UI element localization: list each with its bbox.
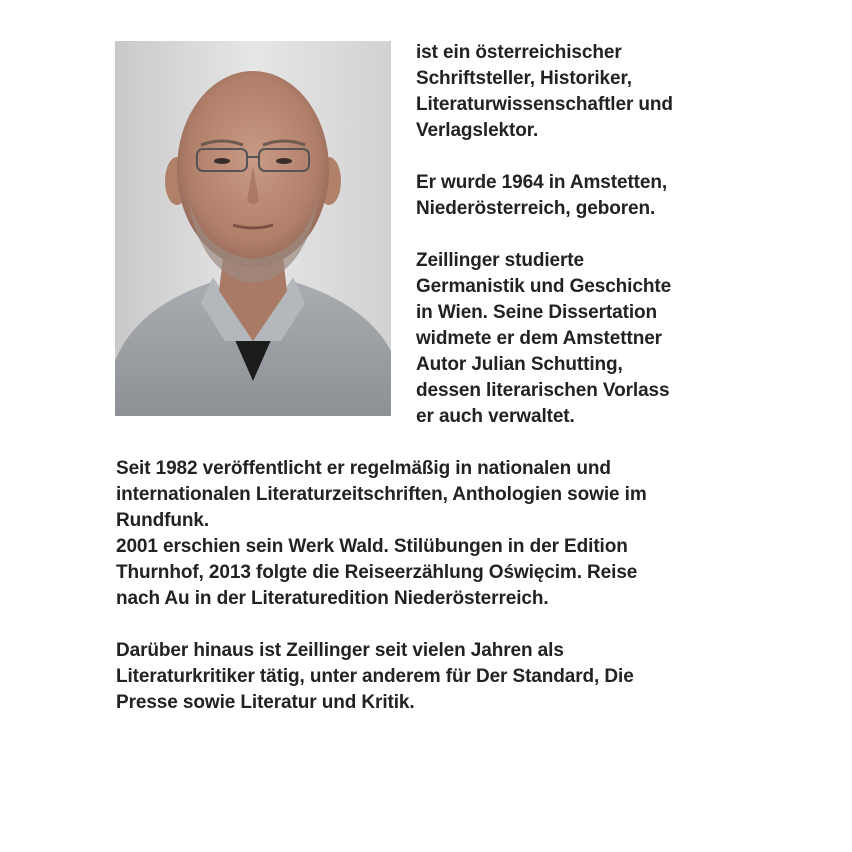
text-line: nach Au in der Literaturedition Niederösterreich. <box>116 588 549 609</box>
text-line: widmete er dem Amstettner <box>416 328 662 349</box>
text-line: Autor Julian Schutting, <box>416 354 623 375</box>
text-line: Verlagslektor. <box>416 120 539 141</box>
paragraph-publications <box>116 456 756 612</box>
portrait-image <box>115 41 391 416</box>
text-line: Zeillinger studierte <box>416 250 584 271</box>
text-line: Literaturwissenschaftler und <box>416 94 673 115</box>
text-line: Thurnhof, 2013 folgte die Reiseerzählung Oświęcim. Reise <box>116 562 638 583</box>
text-line: Darüber hinaus ist Zeillinger seit vielen Jahren als <box>116 640 564 661</box>
text-line: Rundfunk. <box>116 510 210 531</box>
paragraph-birth <box>416 170 746 222</box>
text-line: Schriftsteller, Historiker, <box>416 68 632 89</box>
text-line: Germanistik und Geschichte <box>416 276 672 297</box>
side-text-block <box>416 40 746 430</box>
paragraph-profession <box>416 40 746 144</box>
paragraph-critic <box>116 638 756 716</box>
text-line: Seit 1982 veröffentlicht er regelmäßig in nationalen und <box>116 458 611 479</box>
author-portrait <box>115 41 391 416</box>
text-line: 2001 erschien sein Werk Wald. Stilübungen in der Edition <box>116 536 628 557</box>
main-text-block <box>116 456 756 716</box>
text-line: Er wurde 1964 in Amstetten, <box>416 172 668 193</box>
paragraph-studies <box>416 248 746 430</box>
text-line: er auch verwaltet. <box>416 406 575 427</box>
text-line: dessen literarischen Vorlass <box>416 380 670 401</box>
text-line: internationalen Literaturzeitschriften, Anthologien sowie im <box>116 484 647 505</box>
text-line: ist ein österreichischer <box>416 42 622 63</box>
text-line: Niederösterreich, geboren. <box>416 198 656 219</box>
text-line: Literaturkritiker tätig, unter anderem für Der Standard, Die <box>116 666 634 687</box>
text-line: Presse sowie Literatur und Kritik. <box>116 692 415 713</box>
text-line: in Wien. Seine Dissertation <box>416 302 658 323</box>
